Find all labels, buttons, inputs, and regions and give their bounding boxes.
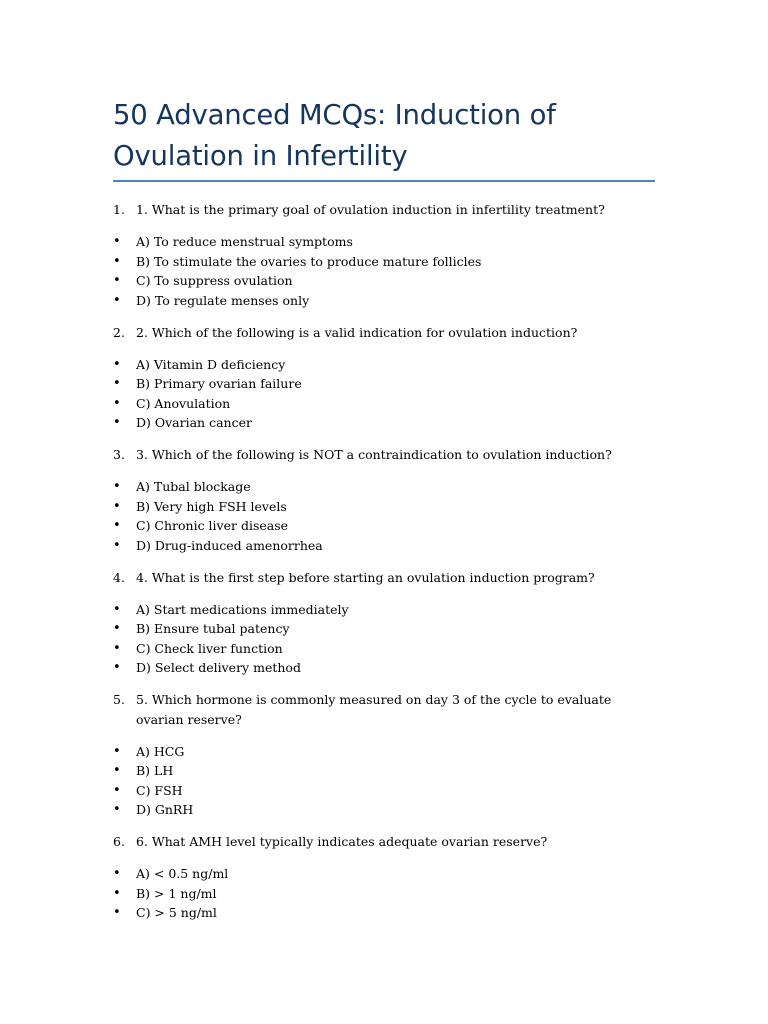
option-item [113,761,653,781]
question-text: 3. Which of the following is NOT a contraindication to ovulation induction? [136,447,612,462]
option-text: D) Select delivery method [136,660,301,675]
option-item [113,291,653,311]
document-title: 50 Advanced MCQs: Induction of Ovulation in Infertility [113,99,556,172]
bullet-icon: • [113,234,121,249]
question-text: 2. Which of the following is a valid indication for ovulation induction? [136,324,578,340]
question-2 [113,323,653,343]
options-list-1 [113,232,653,310]
bullet-icon: • [113,415,121,430]
bullet-icon: • [113,356,121,372]
question-number: 5. [113,692,125,707]
bullet-icon: • [113,660,121,675]
option-text: D) Drug-induced amenorrhea [136,537,323,553]
options-list-4 [113,600,653,678]
option-text: C) Anovulation [136,395,231,411]
bullet-icon: • [113,763,121,778]
bullet-icon: • [113,866,121,881]
question-number: 1. [113,202,125,217]
question-list [113,200,653,935]
bullet-icon: • [113,537,121,553]
option-item [113,619,653,639]
question-number: 2. [113,324,125,340]
option-text: A) HCG [136,743,185,759]
option-item [113,497,653,517]
option-item [113,374,653,394]
bullet-icon: • [113,621,121,636]
question-4 [113,568,653,588]
option-text: A) To reduce menstrual symptoms [136,234,353,249]
option-item [113,639,653,659]
option-text: B) Very high FSH levels [136,498,287,514]
option-item [113,800,653,820]
option-item [113,516,653,536]
options-list-2 [113,355,653,433]
options-list-3 [113,477,653,555]
option-item [113,864,653,884]
bullet-icon: • [113,479,121,494]
bullet-icon: • [113,601,121,617]
option-item [113,252,653,272]
option-text: A) < 0.5 ng/ml [136,866,229,881]
bullet-icon: • [113,395,121,411]
bullet-icon: • [113,273,121,288]
option-text: C) FSH [136,782,183,798]
option-text: B) > 1 ng/ml [136,885,217,901]
option-item [113,536,653,556]
question-5 [113,690,653,729]
option-text: B) Primary ovarian failure [136,376,302,391]
option-item [113,884,653,904]
option-item [113,903,653,923]
bullet-icon: • [113,885,121,901]
option-text: D) To regulate menses only [136,292,310,308]
bullet-icon: • [113,292,121,308]
option-item [113,355,653,375]
bullet-icon: • [113,743,121,759]
bullet-icon: • [113,253,121,269]
question-text: 1. What is the primary goal of ovulation induction in infertility treatment? [136,202,605,217]
option-item [113,781,653,801]
option-item [113,658,653,678]
option-item [113,232,653,252]
question-text: 6. What AMH level typically indicates adequate ovarian reserve? [136,834,548,849]
bullet-icon: • [113,498,121,514]
option-text: B) LH [136,763,174,778]
bullet-icon: • [113,802,121,817]
option-text: A) Start medications immediately [136,601,349,617]
option-text: C) Check liver function [136,640,283,656]
options-list-6 [113,864,653,923]
question-number: 4. [113,569,125,585]
question-6 [113,832,653,852]
question-3 [113,445,653,465]
option-item [113,477,653,497]
option-text: B) Ensure tubal patency [136,621,290,636]
question-text: 5. Which hormone is commonly measured on day 3 of the cycle to evaluate ovarian reserve? [136,692,612,727]
option-text: C) > 5 ng/ml [136,905,217,920]
option-item [113,271,653,291]
option-text: D) Ovarian cancer [136,415,252,430]
option-text: C) To suppress ovulation [136,273,293,288]
bullet-icon: • [113,782,121,798]
question-number: 6. [113,834,125,849]
option-text: D) GnRH [136,802,194,817]
question-1 [113,200,653,220]
option-text: A) Tubal blockage [136,479,251,494]
options-list-5 [113,742,653,820]
option-item [113,600,653,620]
title-divider [113,180,655,182]
option-text: C) Chronic liver disease [136,518,289,533]
option-text: A) Vitamin D deficiency [136,356,286,372]
question-text: 4. What is the first step before starting an ovulation induction program? [136,569,595,585]
option-item [113,742,653,762]
question-number: 3. [113,447,125,462]
bullet-icon: • [113,640,121,656]
bullet-icon: • [113,376,121,391]
option-item [113,394,653,414]
bullet-icon: • [113,518,121,533]
option-item [113,413,653,433]
option-text: B) To stimulate the ovaries to produce mature follicles [136,253,482,269]
bullet-icon: • [113,905,121,920]
